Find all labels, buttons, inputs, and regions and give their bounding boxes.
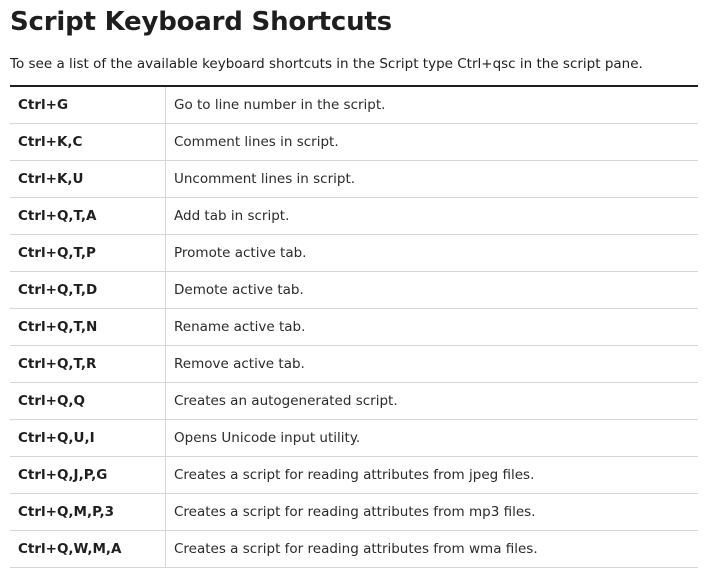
shortcut-key-cell: Ctrl+Q,T,N bbox=[10, 309, 166, 346]
table-row bbox=[10, 161, 698, 198]
shortcut-description-cell: Rename active tab. bbox=[166, 309, 699, 346]
shortcuts-table bbox=[10, 85, 698, 568]
shortcut-key-cell: Ctrl+Q,J,P,G bbox=[10, 457, 166, 494]
table-row bbox=[10, 309, 698, 346]
shortcut-key-cell: Ctrl+Q,M,P,3 bbox=[10, 494, 166, 531]
shortcut-key-cell: Ctrl+Q,W,M,A bbox=[10, 531, 166, 568]
table-row bbox=[10, 420, 698, 457]
shortcut-description-cell: Remove active tab. bbox=[166, 346, 699, 383]
table-row bbox=[10, 124, 698, 161]
shortcut-description-cell: Creates an autogenerated script. bbox=[166, 383, 699, 420]
table-row bbox=[10, 531, 698, 568]
shortcut-key-cell: Ctrl+K,U bbox=[10, 161, 166, 198]
shortcut-description-cell: Go to line number in the script. bbox=[166, 86, 699, 124]
table-row bbox=[10, 457, 698, 494]
table-row bbox=[10, 494, 698, 531]
shortcut-key-cell: Ctrl+Q,U,I bbox=[10, 420, 166, 457]
shortcut-key-cell: Ctrl+K,C bbox=[10, 124, 166, 161]
table-row bbox=[10, 346, 698, 383]
shortcut-description-cell: Add tab in script. bbox=[166, 198, 699, 235]
shortcut-description-cell: Creates a script for reading attributes from jpeg files. bbox=[166, 457, 699, 494]
shortcut-key-cell: Ctrl+Q,T,P bbox=[10, 235, 166, 272]
shortcut-key-cell: Ctrl+Q,Q bbox=[10, 383, 166, 420]
shortcut-description-cell: Creates a script for reading attributes from wma files. bbox=[166, 531, 699, 568]
intro-paragraph: To see a list of the available keyboard shortcuts in the Script type Ctrl+qsc in the script pane. bbox=[10, 56, 643, 72]
shortcut-key-cell: Ctrl+Q,T,R bbox=[10, 346, 166, 383]
table-row bbox=[10, 235, 698, 272]
shortcuts-table-body bbox=[10, 86, 698, 568]
table-row bbox=[10, 198, 698, 235]
page-title: Script Keyboard Shortcuts bbox=[10, 7, 392, 37]
shortcut-description-cell: Comment lines in script. bbox=[166, 124, 699, 161]
shortcut-description-cell: Promote active tab. bbox=[166, 235, 699, 272]
shortcut-key-cell: Ctrl+Q,T,D bbox=[10, 272, 166, 309]
shortcut-description-cell: Uncomment lines in script. bbox=[166, 161, 699, 198]
table-row bbox=[10, 86, 698, 124]
shortcut-key-cell: Ctrl+Q,T,A bbox=[10, 198, 166, 235]
table-row bbox=[10, 272, 698, 309]
shortcut-description-cell: Creates a script for reading attributes from mp3 files. bbox=[166, 494, 699, 531]
shortcut-key-cell: Ctrl+G bbox=[10, 86, 166, 124]
shortcut-description-cell: Demote active tab. bbox=[166, 272, 699, 309]
table-row bbox=[10, 383, 698, 420]
shortcut-description-cell: Opens Unicode input utility. bbox=[166, 420, 699, 457]
